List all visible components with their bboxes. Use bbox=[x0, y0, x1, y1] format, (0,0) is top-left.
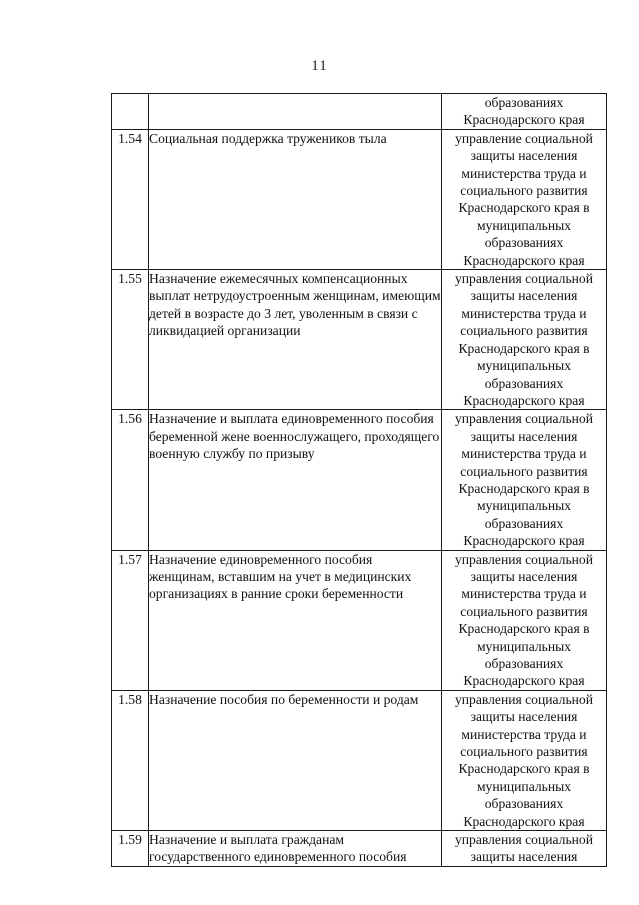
org-line: защиты населения bbox=[470, 428, 578, 444]
org-line: Краснодарского края в bbox=[458, 480, 590, 496]
org-line: защиты населения bbox=[470, 568, 578, 584]
org-line: Краснодарского края bbox=[463, 813, 585, 829]
org-line: защиты населения bbox=[470, 849, 578, 865]
org-line: социального развития bbox=[460, 323, 588, 339]
table-row bbox=[112, 831, 607, 867]
service-name: Назначение ежемесячных компенсационных выплат нетрудоустроенным женщинам, имеющим детей в возрасте до 3 лет, уволенным в связи с ликвидацией организации bbox=[149, 270, 442, 410]
org-line: муниципальных bbox=[476, 358, 572, 374]
org-line: Краснодарского края bbox=[463, 252, 585, 268]
org-line: Краснодарского края bbox=[463, 673, 585, 689]
org-line: Краснодарского края в bbox=[458, 761, 590, 777]
org-line: образованиях bbox=[484, 95, 564, 110]
row-number: 1.56 bbox=[112, 410, 149, 550]
org-line: Краснодарского края в bbox=[458, 200, 590, 216]
responsible-organization bbox=[442, 550, 607, 690]
org-line: образованиях bbox=[484, 375, 564, 391]
table-row bbox=[112, 690, 607, 830]
responsible-organization bbox=[442, 690, 607, 830]
service-name: Назначение и выплата единовременного пособия беременной жене военнослужащего, проходящего военную службу по призыву bbox=[149, 410, 442, 550]
org-line: Краснодарского края bbox=[463, 112, 585, 128]
org-line: министерства труда и bbox=[461, 586, 587, 602]
org-line: управления социальной bbox=[454, 411, 594, 427]
org-line: социального развития bbox=[460, 744, 588, 760]
responsible-organization bbox=[442, 129, 607, 269]
row-number: 1.57 bbox=[112, 550, 149, 690]
org-line: муниципальных bbox=[476, 217, 572, 233]
responsible-organization bbox=[442, 94, 607, 130]
org-line: муниципальных bbox=[476, 638, 572, 654]
org-line: муниципальных bbox=[476, 498, 572, 514]
org-line: Краснодарского края в bbox=[458, 621, 590, 637]
org-line: образованиях bbox=[484, 235, 564, 251]
org-line: министерства труда и bbox=[461, 726, 587, 742]
row-number: 1.59 bbox=[112, 831, 149, 867]
org-line: управление социальной bbox=[455, 130, 593, 146]
row-number: 1.55 bbox=[112, 270, 149, 410]
org-line: управления социальной bbox=[454, 271, 594, 287]
table-row bbox=[112, 410, 607, 550]
org-line: министерства труда и bbox=[461, 305, 587, 321]
org-line: социального развития bbox=[460, 603, 588, 619]
org-line: управления социальной bbox=[454, 551, 594, 567]
service-name bbox=[149, 94, 442, 130]
table-row bbox=[112, 129, 607, 269]
table-row bbox=[112, 94, 607, 130]
page-number: 11 bbox=[311, 58, 328, 74]
services-table bbox=[111, 93, 607, 867]
service-name: Назначение единовременного пособия женщинам, вставшим на учет в медицинских организациях в ранние сроки беременности bbox=[149, 550, 442, 690]
org-line: министерства труда и bbox=[461, 446, 587, 462]
org-line: защиты населения bbox=[470, 709, 578, 725]
org-line: образованиях bbox=[484, 796, 564, 812]
service-name: Социальная поддержка тружеников тыла bbox=[149, 129, 442, 269]
org-line: управления социальной bbox=[454, 832, 594, 848]
responsible-organization bbox=[442, 831, 607, 867]
service-name: Назначение пособия по беременности и родам bbox=[149, 690, 442, 830]
org-line: образованиях bbox=[484, 515, 564, 531]
org-line: Краснодарского края bbox=[463, 392, 585, 408]
row-number: 1.58 bbox=[112, 690, 149, 830]
org-line: управления социальной bbox=[454, 691, 594, 707]
org-line: Краснодарского края bbox=[463, 533, 585, 549]
responsible-organization bbox=[442, 270, 607, 410]
org-line: министерства труда и bbox=[461, 165, 587, 181]
org-line: образованиях bbox=[484, 656, 564, 671]
org-line: защиты населения bbox=[470, 288, 578, 304]
service-name: Назначение и выплата гражданам государственного единовременного пособия bbox=[149, 831, 442, 867]
row-number: 1.54 bbox=[112, 129, 149, 269]
table-row bbox=[112, 550, 607, 690]
org-line: защиты населения bbox=[470, 148, 578, 164]
org-line: муниципальных bbox=[476, 778, 572, 794]
org-line: социального развития bbox=[460, 183, 588, 199]
table-row bbox=[112, 270, 607, 410]
org-line: социального развития bbox=[460, 463, 588, 479]
org-line: Краснодарского края в bbox=[458, 340, 590, 356]
row-number bbox=[112, 94, 149, 130]
responsible-organization bbox=[442, 410, 607, 550]
